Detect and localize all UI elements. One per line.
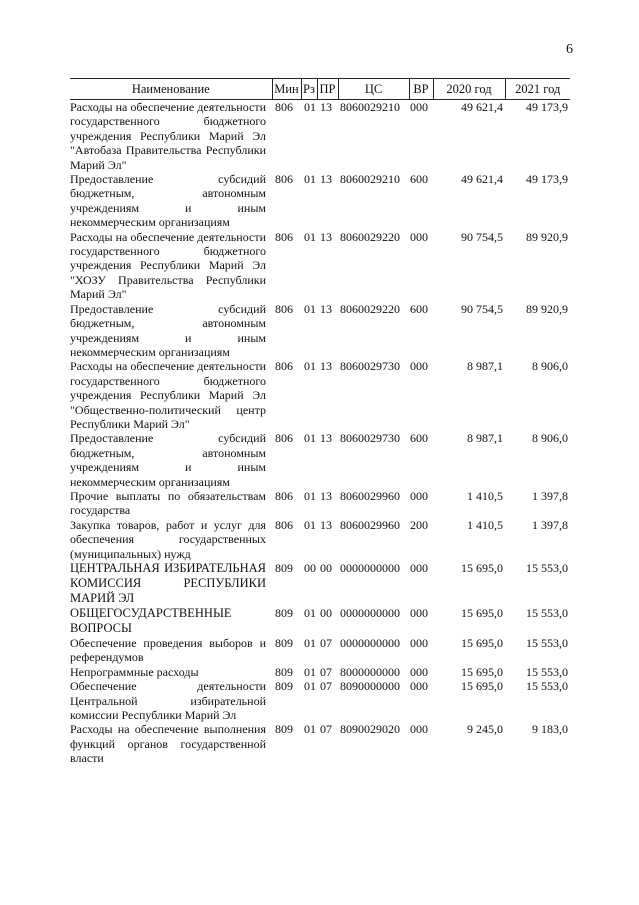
table-body — [70, 100, 570, 766]
row-min: 809 — [275, 561, 293, 575]
row-rz: 01 — [304, 301, 316, 316]
row-rz: 01 — [304, 517, 316, 532]
table-row — [70, 722, 570, 765]
row-value-2020: 15 695,0 — [461, 679, 503, 694]
row-min: 809 — [275, 664, 293, 679]
row-cs: 8090000000 — [340, 679, 400, 694]
table-row — [70, 606, 570, 636]
row-pr: 13 — [320, 229, 332, 244]
row-value-2020: 90 754,5 — [461, 301, 503, 316]
row-rz: 01 — [304, 722, 316, 737]
row-vr: 000 — [410, 679, 428, 694]
row-vr: 600 — [410, 301, 428, 316]
row-min: 806 — [275, 431, 293, 446]
row-rz: 01 — [304, 359, 316, 374]
row-vr: 000 — [410, 664, 428, 679]
row-name: Расходы на обеспечение деятельности государственного бюджетного учреждения Республики Марий Эл "Автобаза Правительства Республики Марий Эл" — [70, 100, 266, 172]
row-pr: 13 — [320, 100, 332, 114]
row-min: 806 — [275, 172, 293, 187]
row-value-2020: 49 621,4 — [461, 172, 503, 187]
header-min: Мин — [272, 79, 301, 100]
row-vr: 000 — [410, 722, 428, 737]
row-value-2020: 15 695,0 — [461, 636, 503, 650]
row-cs: 8060029210 — [340, 172, 400, 187]
header-2020: 2020 год — [433, 79, 505, 100]
row-pr: 13 — [320, 488, 332, 503]
row-cs: 8060029220 — [340, 301, 400, 316]
budget-table — [70, 78, 570, 766]
row-pr: 07 — [320, 722, 332, 737]
row-value-2020: 15 695,0 — [461, 561, 503, 575]
row-value-2020: 8 987,1 — [467, 359, 503, 374]
row-name: Закупка товаров, работ и услуг для обеспечения государственных (муниципальных) нужд — [70, 517, 266, 561]
row-rz: 01 — [304, 172, 316, 187]
row-value-2021: 15 553,0 — [526, 561, 568, 575]
row-rz: 01 — [304, 606, 316, 620]
row-cs: 0000000000 — [340, 561, 400, 575]
row-value-2020: 1 410,5 — [467, 488, 503, 503]
row-cs: 8060029960 — [340, 517, 400, 532]
row-cs: 8090029020 — [340, 722, 400, 737]
row-pr: 07 — [320, 664, 332, 679]
row-cs: 0000000000 — [340, 606, 400, 620]
table-row — [70, 359, 570, 431]
row-value-2021: 15 553,0 — [526, 679, 568, 694]
row-rz: 01 — [304, 636, 316, 650]
row-min: 806 — [275, 100, 293, 114]
row-value-2021: 15 553,0 — [526, 636, 568, 650]
row-pr: 13 — [320, 359, 332, 374]
row-value-2021: 49 173,9 — [526, 100, 568, 114]
row-name: ЦЕНТРАЛЬНАЯ ИЗБИРАТЕЛЬНАЯ КОМИССИЯ РЕСПУБЛИКИ МАРИЙ ЭЛ — [70, 561, 266, 605]
row-cs: 8060029220 — [340, 229, 400, 244]
row-min: 809 — [275, 722, 293, 737]
row-pr: 13 — [320, 172, 332, 187]
row-name: Обеспечение деятельности Центральной избирательной комиссии Республики Марий Эл — [70, 679, 266, 723]
header-2021: 2021 год — [505, 79, 570, 100]
row-min: 806 — [275, 301, 293, 316]
row-name: Предоставление субсидий бюджетным, автономным учреждениям и иным некоммерческим организациям — [70, 431, 266, 489]
table-row — [70, 561, 570, 606]
row-min: 806 — [275, 517, 293, 532]
row-name: Расходы на обеспечение деятельности государственного бюджетного учреждения Республики Марий Эл "ХОЗУ Правительства Республики Марий Эл" — [70, 229, 266, 302]
row-pr: 00 — [320, 561, 332, 575]
row-name: ОБЩЕГОСУДАРСТВЕННЫЕ ВОПРОСЫ — [70, 606, 232, 635]
row-cs: 8060029210 — [340, 100, 400, 114]
row-cs: 8000000000 — [340, 664, 400, 679]
row-rz: 01 — [304, 488, 316, 503]
row-min: 809 — [275, 636, 293, 650]
row-name: Обеспечение проведения выборов и референдумов — [70, 636, 266, 665]
row-min: 806 — [275, 488, 293, 503]
header-cs: ЦС — [338, 79, 409, 100]
row-pr: 13 — [320, 517, 332, 532]
row-rz: 01 — [304, 431, 316, 446]
table-row — [70, 100, 570, 173]
table-row — [70, 230, 570, 302]
table-row — [70, 431, 570, 489]
row-rz: 01 — [304, 229, 316, 244]
header-rz: Рз — [301, 79, 317, 100]
row-cs: 8060029730 — [340, 359, 400, 374]
page-number: 6 — [566, 42, 573, 57]
row-vr: 000 — [410, 359, 428, 374]
row-value-2021: 89 920,9 — [526, 229, 568, 244]
row-cs: 8060029960 — [340, 488, 400, 503]
row-pr: 13 — [320, 301, 332, 316]
table-row — [70, 172, 570, 230]
row-pr: 07 — [320, 636, 332, 650]
row-min: 806 — [275, 229, 293, 244]
row-name: Прочие выплаты по обязательствам государства — [70, 488, 266, 518]
row-value-2020: 90 754,5 — [461, 229, 503, 244]
table-row — [70, 302, 570, 360]
row-name: Расходы на обеспечение деятельности государственного бюджетного учреждения Республики Марий Эл "Общественно-политический центр Республики Марий Эл" — [70, 359, 266, 431]
row-vr: 000 — [410, 606, 428, 620]
row-value-2021: 8 906,0 — [532, 359, 568, 374]
row-value-2021: 49 173,9 — [526, 172, 568, 187]
row-value-2021: 8 906,0 — [532, 431, 568, 446]
header-pr: ПР — [317, 79, 338, 100]
row-value-2020: 49 621,4 — [461, 100, 503, 114]
row-name: Расходы на обеспечение выполнения функций органов государственной власти — [70, 722, 266, 766]
table-row — [70, 636, 570, 665]
row-value-2021: 1 397,8 — [532, 488, 568, 503]
row-value-2020: 1 410,5 — [467, 517, 503, 532]
row-rz: 01 — [304, 100, 316, 114]
row-pr: 13 — [320, 431, 332, 446]
row-vr: 000 — [410, 229, 428, 244]
row-value-2020: 9 245,0 — [467, 722, 503, 737]
header-vr: ВР — [409, 79, 433, 100]
table-row — [70, 518, 570, 561]
row-rz: 01 — [304, 679, 316, 694]
row-rz: 00 — [304, 561, 316, 575]
row-value-2021: 15 553,0 — [526, 606, 568, 620]
row-value-2021: 15 553,0 — [526, 664, 568, 679]
row-value-2020: 8 987,1 — [467, 431, 503, 446]
row-cs: 8060029730 — [340, 431, 400, 446]
row-vr: 000 — [410, 488, 428, 503]
row-pr: 07 — [320, 679, 332, 694]
row-min: 806 — [275, 359, 293, 374]
table-row — [70, 679, 570, 722]
row-value-2020: 15 695,0 — [461, 664, 503, 679]
row-value-2021: 9 183,0 — [532, 722, 568, 737]
table-row — [70, 665, 570, 679]
table-row — [70, 489, 570, 518]
row-value-2021: 89 920,9 — [526, 301, 568, 316]
row-min: 809 — [275, 606, 293, 620]
row-value-2021: 1 397,8 — [532, 517, 568, 532]
row-vr: 600 — [410, 431, 428, 446]
row-cs: 0000000000 — [340, 636, 400, 650]
row-vr: 000 — [410, 100, 428, 114]
row-rz: 01 — [304, 664, 316, 679]
row-pr: 00 — [320, 606, 332, 620]
row-vr: 000 — [410, 636, 428, 650]
row-name: Непрограммные расходы — [70, 664, 199, 679]
row-vr: 600 — [410, 172, 428, 187]
row-name: Предоставление субсидий бюджетным, автономным учреждениям и иным некоммерческим организациям — [70, 301, 266, 359]
row-vr: 200 — [410, 517, 428, 532]
row-name: Предоставление субсидий бюджетным, автономным учреждениям и иным некоммерческим организациям — [70, 172, 266, 230]
row-min: 809 — [275, 679, 293, 694]
table-header-row — [70, 79, 570, 100]
row-vr: 000 — [410, 561, 428, 575]
row-value-2020: 15 695,0 — [461, 606, 503, 620]
header-name: Наименование — [70, 79, 272, 100]
